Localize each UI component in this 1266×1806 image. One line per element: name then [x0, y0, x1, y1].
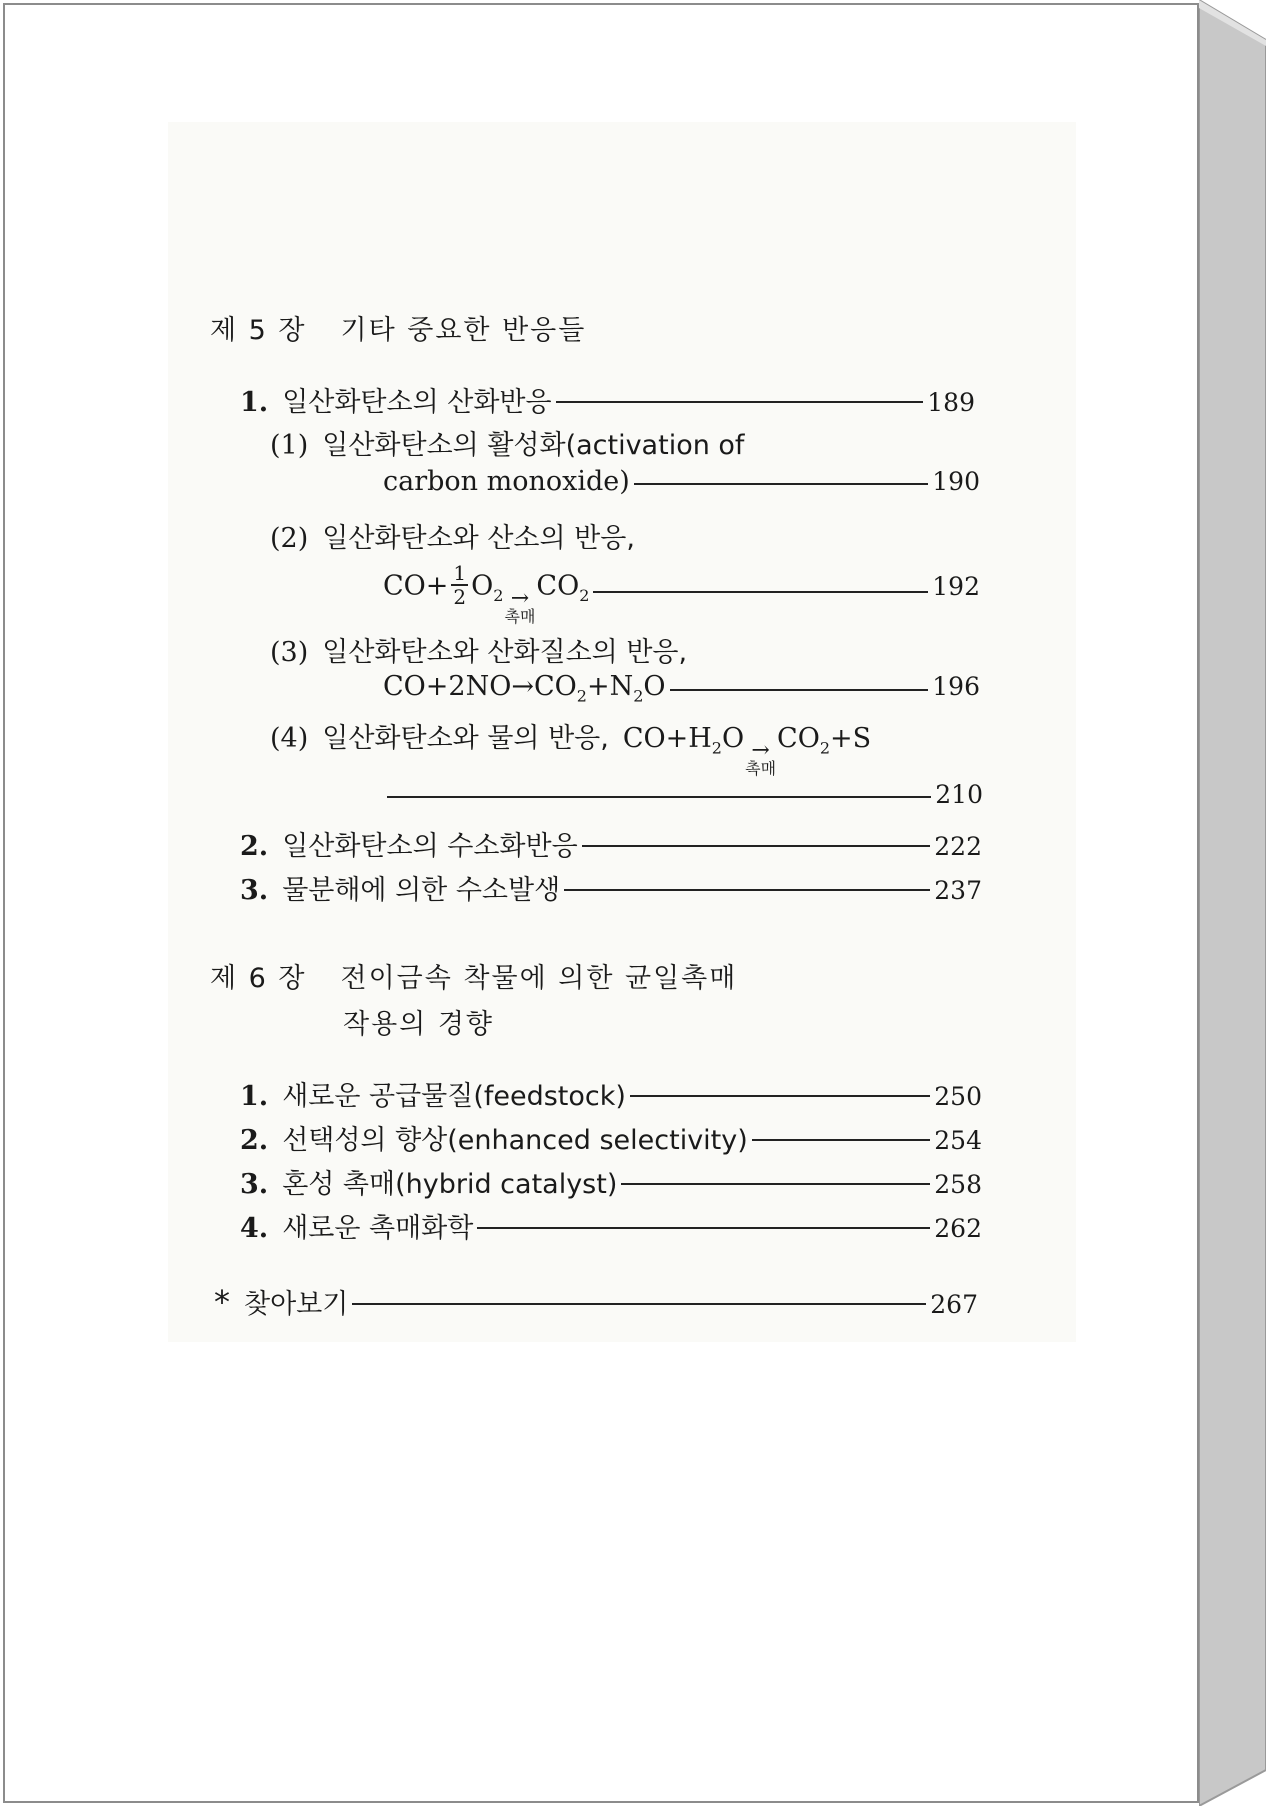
- entry-title: 혼성 촉매(hybrid catalyst): [282, 1169, 618, 1200]
- entry-title: 일산화탄소의 산화반응: [282, 387, 552, 418]
- arrow-icon: →: [510, 585, 530, 611]
- entry-title: 새로운 촉매화학: [282, 1213, 474, 1244]
- entry-title-continued: carbon monoxide): [383, 466, 630, 497]
- eq-term: CO+2NO→CO: [383, 671, 577, 702]
- entry-title: 일산화탄소와 물의 반응,: [322, 723, 609, 754]
- catalyst-arrow: [745, 738, 777, 778]
- entry-page: 254: [934, 1126, 982, 1155]
- catalyst-label: 촉매: [745, 759, 777, 778]
- entry-number: 2.: [240, 831, 269, 862]
- entry-page: 258: [934, 1170, 982, 1199]
- numerator: 1: [453, 561, 467, 585]
- chapter-6-heading: [210, 956, 737, 995]
- equation: [383, 671, 666, 705]
- toc-equation[interactable]: [383, 671, 980, 705]
- toc-entry[interactable]: [240, 1118, 982, 1157]
- toc-entry[interactable]: [240, 824, 982, 863]
- entry-number: 3.: [240, 875, 269, 906]
- toc-entry[interactable]: [240, 1074, 982, 1113]
- dot-leader: [670, 689, 929, 691]
- entry-number: 1.: [240, 387, 269, 418]
- chapter-5-title: 기타 중요한 반응들: [340, 315, 587, 346]
- toc-entry[interactable]: [240, 1162, 982, 1201]
- toc-entry[interactable]: [240, 868, 982, 907]
- eq-term: +N: [586, 671, 634, 702]
- entry-number: 3.: [240, 1169, 269, 1200]
- entry-title: 일산화탄소의 활성화(activation of: [322, 430, 745, 461]
- catalyst-arrow: [504, 585, 536, 626]
- entry-page: 237: [934, 876, 982, 905]
- entry-title: 찾아보기: [244, 1289, 349, 1320]
- toc-subentry[interactable]: [270, 516, 975, 555]
- entry-page: 222: [934, 832, 982, 861]
- entry-title: 물분해에 의한 수소발생: [282, 875, 561, 906]
- entry-page: 196: [932, 672, 980, 701]
- toc-equation[interactable]: [383, 561, 980, 626]
- eq-term: +S: [830, 723, 872, 754]
- entry-number: (3): [270, 637, 309, 668]
- toc-subentry[interactable]: [270, 423, 975, 462]
- eq-term: CO: [536, 570, 580, 602]
- entry-title: 선택성의 향상(enhanced selectivity): [282, 1125, 748, 1156]
- dot-leader: [582, 845, 931, 847]
- entry-title: 일산화탄소의 수소화반응: [282, 831, 578, 862]
- entry-number: 1.: [240, 1081, 269, 1112]
- asterisk-icon: *: [214, 1283, 230, 1321]
- toc-index-entry[interactable]: [214, 1282, 978, 1321]
- toc-subentry[interactable]: [270, 630, 975, 669]
- toc-subentry-continued[interactable]: [383, 466, 980, 497]
- dot-leader: [477, 1227, 930, 1229]
- eq-term: CO+H: [622, 723, 712, 754]
- chapter-6-title: 전이금속 착물에 의한 균일촉매: [340, 963, 738, 994]
- toc-entry[interactable]: [240, 1206, 982, 1245]
- dot-leader: [387, 796, 931, 798]
- entry-page: 192: [932, 571, 980, 601]
- denominator: 2: [453, 585, 467, 609]
- subscript: 2: [819, 738, 831, 758]
- entry-title: 일산화탄소와 산소의 반응,: [322, 523, 635, 554]
- entry-title: 일산화탄소와 산화질소의 반응,: [322, 637, 688, 668]
- dot-leader: [556, 401, 924, 403]
- entry-page: 189: [927, 388, 975, 417]
- dot-leader: [621, 1183, 930, 1185]
- entry-page: 250: [934, 1082, 982, 1111]
- subscript: 2: [633, 686, 644, 706]
- dot-leader: [564, 889, 930, 891]
- catalyst-label: 촉매: [504, 606, 536, 626]
- subscript: 2: [579, 585, 590, 605]
- entry-page: 262: [934, 1214, 982, 1243]
- toc-page-line[interactable]: [383, 780, 983, 809]
- dot-leader: [630, 1095, 930, 1097]
- chapter-6-label: 제 6 장: [210, 963, 307, 994]
- chapter-6-title-continued: 작용의 경향: [343, 1009, 494, 1040]
- subscript: 2: [576, 686, 587, 706]
- entry-number: (1): [270, 430, 309, 461]
- toc-entry[interactable]: [240, 380, 975, 419]
- dot-leader: [634, 483, 928, 485]
- entry-title: 새로운 공급물질(feedstock): [282, 1081, 626, 1112]
- subscript: 2: [493, 585, 504, 605]
- chapter-5-heading: [210, 308, 586, 347]
- dot-leader: [593, 591, 928, 593]
- equation: [383, 561, 590, 626]
- eq-term: CO: [777, 723, 820, 754]
- subscript: 2: [711, 738, 722, 758]
- dot-leader: [352, 1303, 926, 1305]
- entry-number: (4): [270, 723, 309, 754]
- entry-number: 2.: [240, 1125, 269, 1156]
- toc-subentry[interactable]: [270, 716, 975, 778]
- dot-leader: [752, 1139, 931, 1141]
- equation: [622, 723, 872, 778]
- eq-term: O: [643, 671, 666, 702]
- entry-number: (2): [270, 523, 309, 554]
- chapter-5-label: 제 5 장: [210, 315, 307, 346]
- arrow-icon: →: [751, 738, 770, 763]
- entry-number: 4.: [240, 1213, 269, 1244]
- eq-term: CO+: [383, 570, 449, 602]
- eq-term: O: [471, 570, 494, 602]
- chapter-6-heading-continued: [343, 1002, 494, 1041]
- entry-page: 210: [935, 780, 983, 809]
- entry-page: 190: [932, 467, 980, 496]
- entry-page: 267: [930, 1290, 978, 1319]
- eq-term: O: [721, 723, 745, 754]
- fraction: [451, 562, 468, 608]
